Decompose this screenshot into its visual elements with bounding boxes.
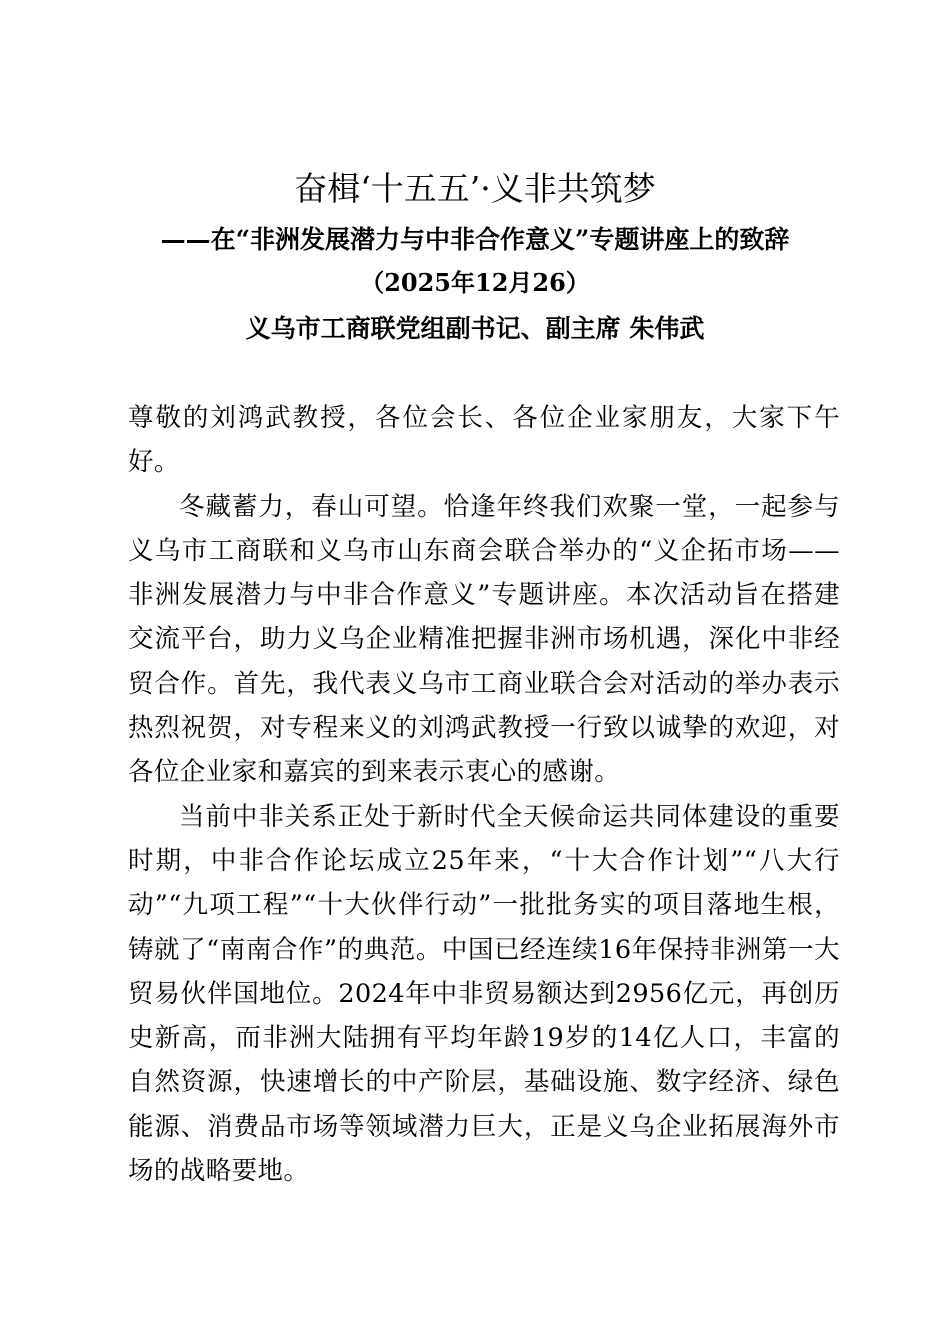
document-author: 义乌市工商联党组副书记、副主席 朱伟武: [245, 314, 705, 343]
greeting-paragraph: 尊敬的刘鸿武教授，各位会长、各位企业家朋友，大家下午好。: [128, 403, 840, 478]
body-paragraph: 当前中非关系正处于新时代全天候命运共同体建设的重要时期，中非合作论坛成立25年来，“十大合作计划”“八大行动”“九项工程”“十大伙伴行动”一批批务实的项目落地生根，铸就了“南南合作”的典范。中国已经连续16年保持非洲第一大贸易伙伴国地位。2024年中非贸易额达到2956亿元，再创历史新高，而非洲大陆拥有平均年龄19岁的14亿人口，丰富的自然资源，快速增长的中产阶层，基础设施、数字经济、绿色能源、消费品市场等领域潜力巨大，正是义乌企业拓展海外市场的战略要地。: [128, 801, 840, 1187]
body-paragraph: 冬藏蓄力，春山可望。恰逢年终我们欢聚一堂，一起参与义乌市工商联和义乌市山东商会联合举办的“义企拓市场——非洲发展潜力与中非合作意义”专题讲座。本次活动旨在搭建交流平台，助力义乌企业精准把握非洲市场机遇，深化中非经贸合作。首先，我代表义乌市工商业联合会对活动的举办表示热烈祝贺，对专程来义的刘鸿武教授一行致以诚挚的欢迎，对各位企业家和嘉宾的到来表示衷心的感谢。: [128, 491, 840, 788]
document-date: （2025年12月26）: [360, 268, 590, 297]
document-subtitle: ——在“非洲发展潜力与中非合作意义”专题讲座上的致辞: [160, 225, 790, 254]
document-title: 奋楫‘十五五’·义非共筑梦: [294, 169, 656, 208]
document-body: [128, 396, 840, 1193]
